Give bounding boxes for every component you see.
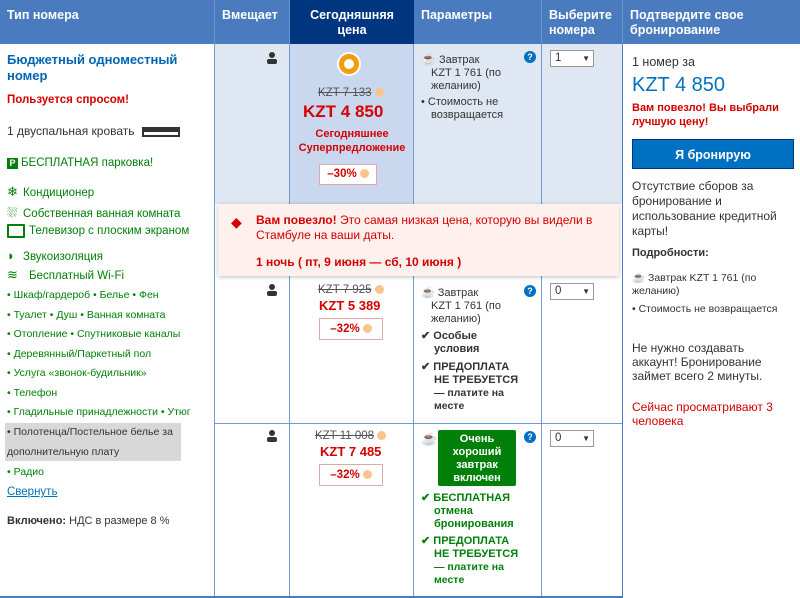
info-dot-icon — [363, 470, 372, 479]
header-select-rooms: Выберите номера — [542, 0, 623, 44]
facility-parking — [7, 157, 153, 169]
deal-label: Сегодняшнее Суперпредложение — [298, 128, 406, 154]
info-dot-icon — [375, 88, 384, 97]
book-button[interactable]: Я бронирую — [632, 139, 794, 169]
facility-bathroom — [7, 205, 180, 221]
person-icon — [266, 284, 278, 296]
check-icon: ✔ — [421, 535, 431, 547]
no-fees: Отсутствие сборов за бронирование и использование кредитной карты! — [632, 179, 777, 238]
question-icon[interactable]: ? — [524, 285, 536, 297]
facility-label: Телевизор с плоским экраном — [29, 225, 190, 238]
details-heading: Подробности: — [632, 247, 709, 259]
included-label: Включено: — [7, 515, 67, 527]
hot-label: Пользуется спросом! — [7, 94, 129, 106]
row1-params: ☕ Завтрак KZT 1 761 (по желанию) • Стоимость не возвращается — [421, 52, 504, 121]
question-icon[interactable]: ? — [524, 51, 536, 63]
amenity-line: • Деревянный/Паркетный пол — [7, 348, 152, 360]
discount-badge: –32% — [319, 464, 383, 486]
row2-params: ☕ Завтрак KZT 1 761 (по желанию) ✔ Особые условия ✔ ПРЕДОПЛАТА НЕ ТРЕБУЕТСЯ — платите на месте — [421, 287, 519, 412]
info-dot-icon — [363, 324, 372, 333]
info-dot-icon — [377, 431, 386, 440]
amenity-line: • Отопление • Спутниковые каналы — [7, 328, 181, 340]
question-icon[interactable]: ? — [524, 431, 536, 443]
amenity-line: • Шкаф/гардероб • Белье • Фен — [7, 289, 159, 301]
amenity-highlight-line2: дополнительную плату — [7, 446, 120, 458]
header-room-type: Тип номера — [0, 0, 215, 44]
new-price: KZT 7 485 — [320, 444, 382, 459]
snowflake-icon: ❄ — [7, 184, 18, 199]
room-qty-select[interactable]: 1 ▼ — [550, 50, 594, 67]
rooms-for: 1 номер за — [632, 55, 695, 69]
wifi-icon: ≋ — [7, 267, 18, 282]
discount-badge: –30% — [319, 164, 377, 185]
facility-label: Звукоизоляция — [23, 251, 103, 263]
row-divider — [215, 423, 622, 424]
booking-summary — [623, 44, 800, 598]
row1-highlight — [215, 44, 623, 204]
coffee-icon: ☕ — [632, 272, 646, 284]
room-title[interactable]: Бюджетный одноместный номер — [7, 52, 178, 83]
detail-nonref: • Стоимость не возвращается — [632, 303, 778, 315]
row3-params: ✔ БЕСПЛАТНАЯ отмена бронирования ✔ ПРЕДОПЛАТА НЕ ТРЕБУЕТСЯ — платите на месте — [421, 492, 519, 586]
col-divider — [214, 44, 215, 598]
breakfast-included-badge: Очень хороший завтрак включен — [438, 430, 516, 486]
amenity-line: • Туалет • Душ • Ванная комната — [7, 309, 166, 321]
person-icon — [266, 430, 278, 442]
new-price: KZT 4 850 — [303, 102, 384, 121]
coffee-icon: ☕ — [421, 52, 436, 66]
coffee-icon: ☕ — [421, 431, 438, 446]
facility-tv — [7, 224, 189, 238]
room-qty-select[interactable]: 0 ▼ — [550, 283, 594, 300]
bed-icon — [142, 127, 180, 137]
deal-clock-icon — [337, 52, 361, 76]
old-price: KZT 7 133 — [318, 87, 384, 99]
facility-wifi — [7, 267, 124, 283]
shower-icon: ⛆ — [7, 205, 18, 220]
discount-badge: –32% — [319, 318, 383, 340]
facility-label: БЕСПЛАТНАЯ парковка! — [21, 157, 154, 169]
facility-ac — [7, 184, 94, 200]
no-account: Не нужно создавать аккаунт! Бронирование займет всего 2 минуты. — [632, 341, 763, 383]
col-divider — [541, 44, 542, 598]
detail-breakfast: ☕ Завтрак KZT 1 761 (по желанию) — [632, 272, 757, 297]
facility-soundproof — [7, 248, 103, 263]
check-icon: ✔ — [421, 492, 431, 504]
info-dot-icon — [375, 285, 384, 294]
amenity-line: • Телефон — [7, 387, 58, 399]
amenity-highlight-line1: • Полотенца/Постельное белье за — [7, 426, 173, 438]
summary-price: KZT 4 850 — [632, 74, 726, 96]
popup-dates: 1 ночь ( пт, 9 июня — сб, 10 июня ) — [256, 255, 462, 269]
tv-icon — [7, 224, 25, 238]
included-info — [7, 515, 170, 527]
popup-text: Вам повезло! Это самая низкая цена, которую вы видели в Стамбуле на ваши даты. — [256, 213, 593, 242]
header-params: Параметры — [414, 0, 542, 44]
old-price: KZT 11 008 — [315, 430, 386, 442]
price-tag-icon: ◆ — [231, 214, 242, 230]
facility-label: Кондиционер — [23, 187, 95, 199]
parking-icon: P — [7, 158, 18, 169]
amenity-line: • Гладильные принадлежности • Утюг — [7, 406, 191, 418]
person-icon — [266, 52, 278, 64]
coffee-icon: ☕ — [421, 287, 435, 299]
collapse-link[interactable]: Свернуть — [7, 486, 58, 498]
facility-label: Собственная ванная комната — [23, 208, 181, 220]
bed-label: 1 двуспальная кровать — [7, 124, 135, 138]
watching-now: Сейчас просматривают 3 человека — [632, 400, 773, 428]
soundproof-icon: ◗ — [7, 248, 15, 263]
info-dot-icon — [360, 169, 369, 178]
room-qty-select[interactable]: 0 ▼ — [550, 430, 594, 447]
header-confirm: Подтвердите свое бронирование — [623, 0, 800, 44]
facility-label: Бесплатный Wi-Fi — [29, 270, 125, 282]
lucky-message: Вам повезло! Вы выбрали лучшую цену! — [632, 102, 779, 128]
old-price: KZT 7 925 — [318, 284, 384, 296]
amenity-line: • Радио — [7, 466, 44, 478]
header-sleeps: Вмещает — [215, 0, 290, 44]
check-icon: ✔ — [421, 330, 431, 342]
bed-info — [7, 124, 180, 138]
header-today-price: Сегодняшняя цена — [290, 0, 414, 44]
lucky-popup — [218, 204, 619, 276]
check-icon: ✔ — [421, 361, 431, 373]
new-price: KZT 5 389 — [319, 298, 381, 313]
amenity-line: • Услуга «звонок-будильник» — [7, 367, 147, 379]
included-value: НДС в размере 8 % — [66, 515, 170, 527]
